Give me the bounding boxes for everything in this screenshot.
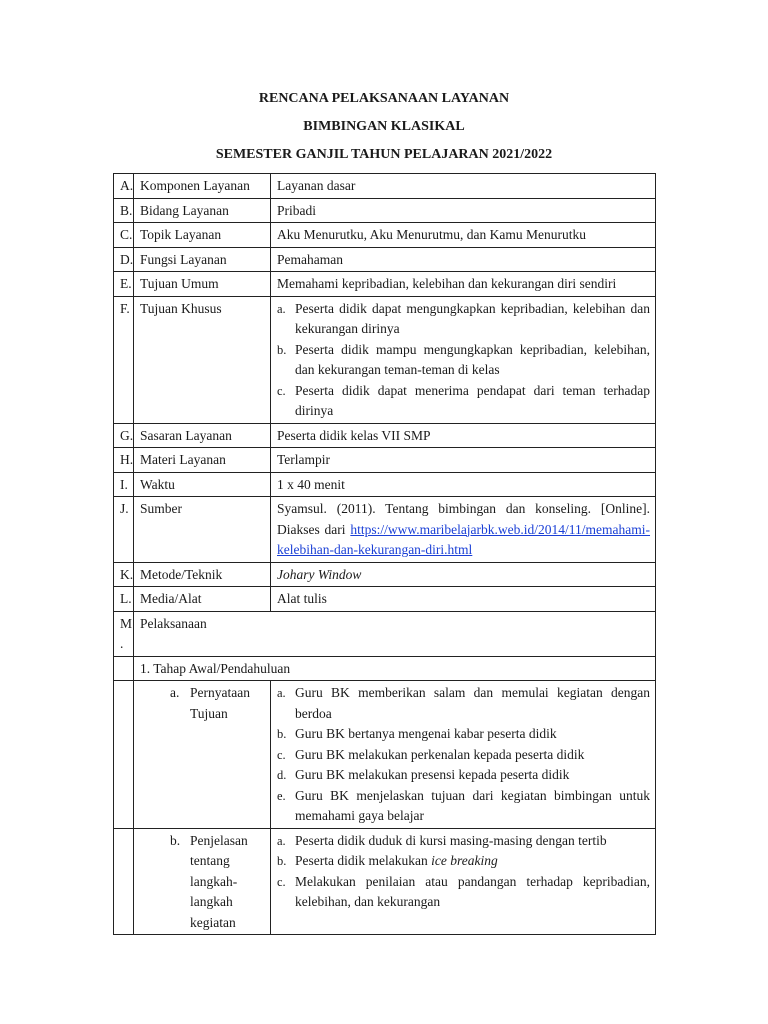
pernyataan-tujuan-list xyxy=(277,683,650,827)
row-letter: G. xyxy=(114,423,134,448)
row-letter: K. xyxy=(114,562,134,587)
list-marker: a. xyxy=(277,301,286,316)
row-label: Waktu xyxy=(134,472,271,497)
list-item-text: Guru BK memberikan salam dan memulai kegiatan dengan berdoa xyxy=(295,685,650,721)
sub-step-items xyxy=(271,828,656,935)
table-row xyxy=(114,198,656,223)
row-value: Aku Menurutku, Aku Menurutmu, dan Kamu Menurutku xyxy=(271,223,656,248)
table-row xyxy=(114,828,656,935)
sub-step-marker: a. xyxy=(170,685,180,700)
row-label: Tujuan Umum xyxy=(134,272,271,297)
list-marker: b. xyxy=(277,342,287,357)
list-item xyxy=(277,831,650,852)
title-line-3: SEMESTER GANJIL TAHUN PELAJARAN 2021/2022 xyxy=(215,147,553,162)
list-marker: a. xyxy=(277,686,286,700)
row-label: Bidang Layanan xyxy=(134,198,271,223)
list-marker: c. xyxy=(277,874,286,889)
list-item xyxy=(277,724,650,745)
list-item xyxy=(277,299,650,340)
row-letter: B. xyxy=(114,198,134,223)
row-label: Pelaksanaan xyxy=(134,611,656,656)
list-item xyxy=(277,745,650,766)
sub-step-label xyxy=(134,681,271,829)
row-value: 1 x 40 menit xyxy=(271,472,656,497)
row-value: Alat tulis xyxy=(271,587,656,612)
empty-cell xyxy=(114,681,134,829)
row-label: Tujuan Khusus xyxy=(134,296,271,423)
list-marker: b. xyxy=(277,854,287,868)
list-item-text: Guru BK bertanya mengenai kabar peserta didik xyxy=(295,726,557,741)
row-value: Pribadi xyxy=(271,198,656,223)
list-item xyxy=(277,381,650,422)
source-citation: Syamsul. (2011). Tentang bimbingan dan konseling. [Online]. Diakses dari xyxy=(277,501,650,537)
row-letter xyxy=(114,611,134,656)
row-letter: A. xyxy=(114,174,134,199)
tujuan-khusus-list xyxy=(277,299,650,422)
list-marker: c. xyxy=(277,747,286,762)
title-line-1: RENCANA PELAKSANAAN LAYANAN xyxy=(258,91,510,106)
row-letter-dot: . xyxy=(120,636,124,651)
row-value: Johary Window xyxy=(271,562,656,587)
row-letter: F. xyxy=(114,296,134,423)
list-item-text: Melakukan penilaian atau pandangan terhadap kepribadian, kelebihan, dan kekurangan xyxy=(295,873,650,909)
table-row xyxy=(114,562,656,587)
table-row xyxy=(114,272,656,297)
table-row xyxy=(114,448,656,473)
table-row xyxy=(114,656,656,681)
document-titles xyxy=(0,92,768,176)
row-letter: L. xyxy=(114,587,134,612)
list-item xyxy=(277,683,650,724)
list-marker: b. xyxy=(277,727,287,741)
list-item-text: Peserta didik duduk di kursi masing-masing dengan tertib xyxy=(295,832,607,848)
list-marker: d. xyxy=(277,768,287,782)
row-letter-m: M xyxy=(120,615,133,631)
list-item-text: Guru BK melakukan presensi kepada peserta didik xyxy=(295,767,570,782)
row-value xyxy=(271,497,656,563)
sub-step-items xyxy=(271,681,656,829)
row-label: Sumber xyxy=(134,497,271,563)
table-row xyxy=(114,472,656,497)
row-label: Sasaran Layanan xyxy=(134,423,271,448)
stage-title: 1. Tahap Awal/Pendahuluan xyxy=(134,656,656,681)
list-item-text: Peserta didik dapat menerima pendapat dari teman terhadap dirinya xyxy=(295,382,650,418)
list-item-text: Peserta didik dapat mengungkapkan kepribadian, kelebihan dan kekurangan dirinya xyxy=(295,300,650,336)
row-label: Komponen Layanan xyxy=(134,174,271,199)
penjelasan-langkah-list xyxy=(277,831,650,913)
table-row xyxy=(114,497,656,563)
row-letter: H. xyxy=(114,448,134,473)
title-line-2: BIMBINGAN KLASIKAL xyxy=(303,119,465,134)
sub-step-b xyxy=(170,831,265,934)
row-value: Pemahaman xyxy=(271,247,656,272)
row-value: Peserta didik kelas VII SMP xyxy=(271,423,656,448)
table-row xyxy=(114,681,656,829)
row-value xyxy=(271,296,656,423)
row-label: Materi Layanan xyxy=(134,448,271,473)
table-row xyxy=(114,174,656,199)
sub-step-text: Pernyataan Tujuan xyxy=(190,685,250,721)
list-item xyxy=(277,872,650,913)
table-row xyxy=(114,296,656,423)
empty-cell xyxy=(114,828,134,935)
row-value: Memahami kepribadian, kelebihan dan kekurangan diri sendiri xyxy=(271,272,656,297)
row-letter: I. xyxy=(114,472,134,497)
list-item xyxy=(277,340,650,381)
row-label: Metode/Teknik xyxy=(134,562,271,587)
list-item-text: Peserta didik melakukan xyxy=(295,853,432,868)
table-row xyxy=(114,423,656,448)
list-item xyxy=(277,786,650,827)
row-value: Terlampir xyxy=(271,448,656,473)
list-marker: a. xyxy=(277,833,286,848)
row-value: Layanan dasar xyxy=(271,174,656,199)
list-marker: e. xyxy=(277,788,286,803)
row-label: Fungsi Layanan xyxy=(134,247,271,272)
sub-step-label xyxy=(134,828,271,935)
sub-step-text: Penjelasan tentang langkah-langkah kegiatan xyxy=(190,832,248,930)
row-label: Topik Layanan xyxy=(134,223,271,248)
list-item-text: Guru BK menjelaskan tujuan dari kegiatan bimbingan untuk memahami gaya belajar xyxy=(295,787,650,823)
table-row xyxy=(114,587,656,612)
list-item xyxy=(277,765,650,786)
row-letter: E. xyxy=(114,272,134,297)
list-marker: c. xyxy=(277,383,286,398)
row-label: Media/Alat xyxy=(134,587,271,612)
row-letter: C. xyxy=(114,223,134,248)
list-item-text: Peserta didik mampu mengungkapkan kepribadian, kelebihan, dan kekurangan teman-teman di kelas xyxy=(295,341,650,377)
list-item-italic: ice breaking xyxy=(431,853,498,868)
empty-cell xyxy=(114,656,134,681)
sub-step-a xyxy=(170,683,265,724)
sub-step-marker: b. xyxy=(170,832,181,848)
table-row xyxy=(114,223,656,248)
row-letter: J. xyxy=(114,497,134,563)
table-row xyxy=(114,247,656,272)
source-link[interactable]: https://www.maribelajarbk.web.id/2014/11/memahami-kelebihan-dan-kekurangan-diri.html xyxy=(277,521,651,557)
table-row xyxy=(114,611,656,656)
row-letter: D. xyxy=(114,247,134,272)
list-item-text: Guru BK melakukan perkenalan kepada peserta didik xyxy=(295,746,585,762)
list-item xyxy=(277,851,650,872)
rpl-table xyxy=(113,173,656,935)
